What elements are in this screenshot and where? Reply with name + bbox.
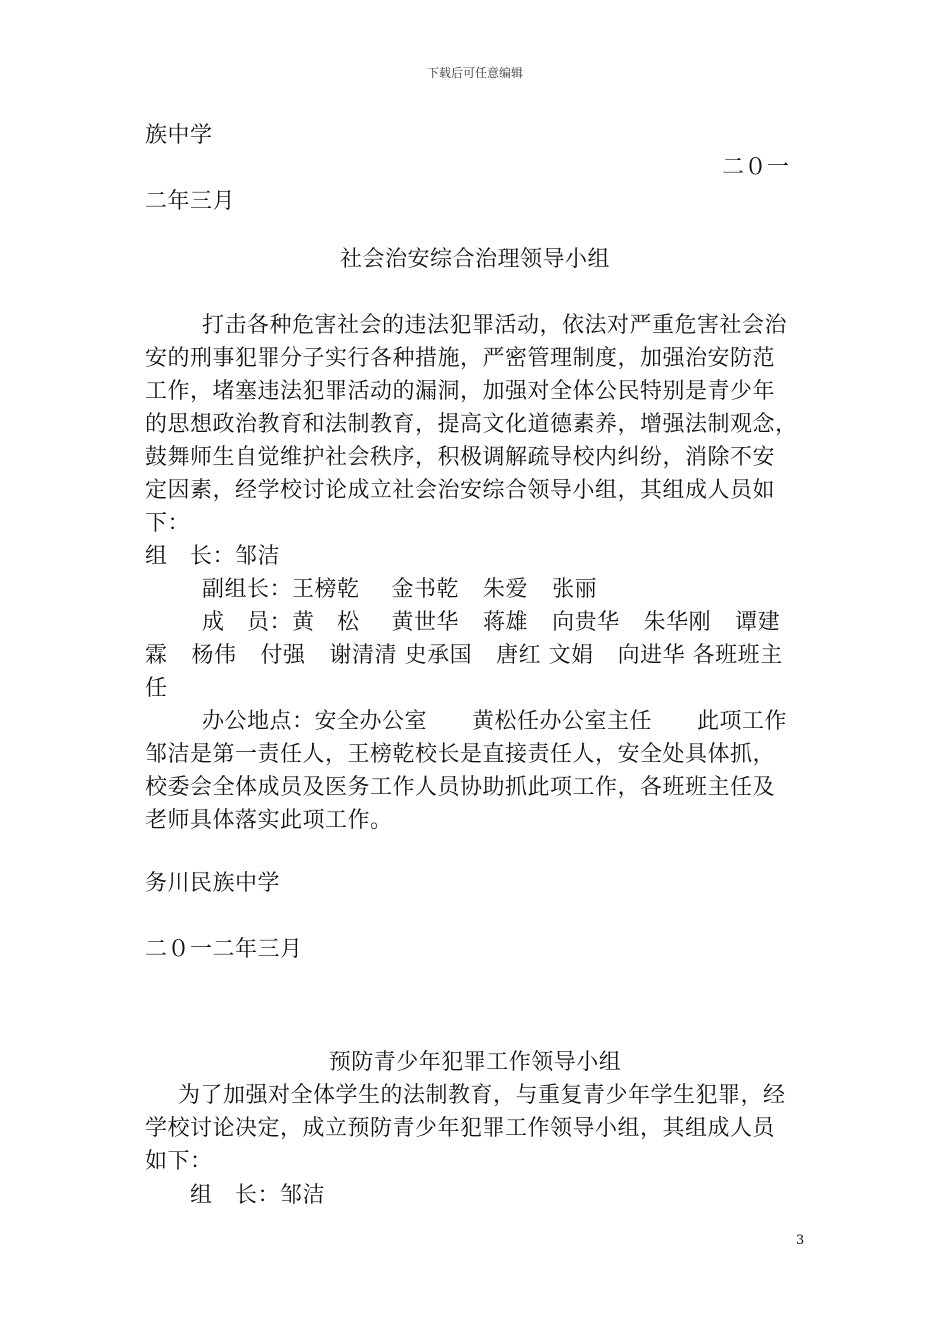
deputy-label: 副组长： <box>202 577 293 602</box>
member-name: 各班班主 <box>692 643 783 668</box>
office-line: 办公地点：安全办公室 黄松任办公室主任 此项工作 <box>202 709 788 734</box>
members-row-end: 任 <box>145 676 168 701</box>
member-name: 文娟 <box>548 643 594 668</box>
office-line: 老师具体落实此项工作。 <box>145 808 393 833</box>
deputy-name: 张丽 <box>552 577 598 602</box>
member-name: 向贵华 <box>552 610 620 635</box>
date-fragment: 二年三月 <box>145 189 236 214</box>
member-name: 霖 <box>145 643 168 668</box>
school-name-fragment: 族中学 <box>145 123 213 148</box>
paragraph-line: 如下： <box>145 1149 213 1174</box>
page-number: 3 <box>796 1233 805 1248</box>
deputy-name: 王榜乾 <box>292 577 360 602</box>
member-name: 黄世华 <box>391 610 460 635</box>
paragraph-line: 学校讨论决定，成立预防青少年犯罪工作领导小组，其组成人员 <box>145 1116 776 1141</box>
paragraph-line: 工作，堵塞违法犯罪活动的漏洞，加强对全体公民特别是青少年 <box>145 379 776 404</box>
paragraph-line: 鼓舞师生自觉维护社会秩序，积极调解疏导校内纠纷，消除不安 <box>145 445 776 470</box>
deputy-name: 金书乾 <box>391 577 460 602</box>
paragraph-line: 安的刑事犯罪分子实行各种措施，严密管理制度，加强治安防范 <box>145 346 776 371</box>
school-signature: 务川民族中学 <box>145 871 281 896</box>
member-name: 朱华刚 <box>643 610 712 635</box>
leader-label: 组 长： <box>145 544 236 569</box>
leader-name: 邹洁 <box>280 1183 326 1208</box>
paragraph-line: 打击各种危害社会的违法犯罪活动，依法对严重危害社会治 <box>202 313 788 338</box>
deputy-row <box>202 574 597 606</box>
member-name: 杨伟 <box>191 643 237 668</box>
members-row <box>202 607 780 639</box>
leader-label: 组 长： <box>190 1183 281 1208</box>
member-name: 黄 松 <box>292 610 360 635</box>
member-name: 谭建 <box>735 610 781 635</box>
leader-row <box>145 541 280 573</box>
office-line: 校委会全体成员及医务工作人员协助抓此项工作，各班班主任及 <box>145 775 776 800</box>
paragraph-line: 下： <box>145 511 191 536</box>
members-label: 成 员： <box>202 610 293 635</box>
date-fragment-right: 二０一 <box>722 155 790 180</box>
office-line: 邹洁是第一责任人，王榜乾校长是直接责任人，安全处具体抓， <box>145 742 776 767</box>
member-name: 史承国 <box>404 643 473 668</box>
leader-name: 邹洁 <box>235 544 281 569</box>
paragraph-line: 的思想政治教育和法制教育，提高文化道德素养，增强法制观念， <box>145 412 798 437</box>
members-row-continued <box>145 640 783 672</box>
leader-row <box>190 1180 325 1212</box>
member-name: 谢清清 <box>329 643 398 668</box>
member-name: 付强 <box>260 643 306 668</box>
section-title-public-security: 社会治安综合治理领导小组 <box>339 247 610 272</box>
section-title-youth-crime: 预防青少年犯罪工作领导小组 <box>328 1050 622 1075</box>
member-name: 蒋雄 <box>483 610 529 635</box>
paragraph-line: 为了加强对全体学生的法制教育，与重复青少年学生犯罪，经 <box>178 1083 786 1108</box>
page-header: 下载后可任意编辑 <box>426 66 523 80</box>
member-name: 向进华 <box>617 643 686 668</box>
paragraph-line: 定因素，经学校讨论成立社会治安综合领导小组，其组成人员如 <box>145 478 776 503</box>
member-name: 唐红 <box>496 643 542 668</box>
signature-date: 二０一二年三月 <box>145 937 303 962</box>
deputy-name: 朱爱 <box>483 577 529 602</box>
